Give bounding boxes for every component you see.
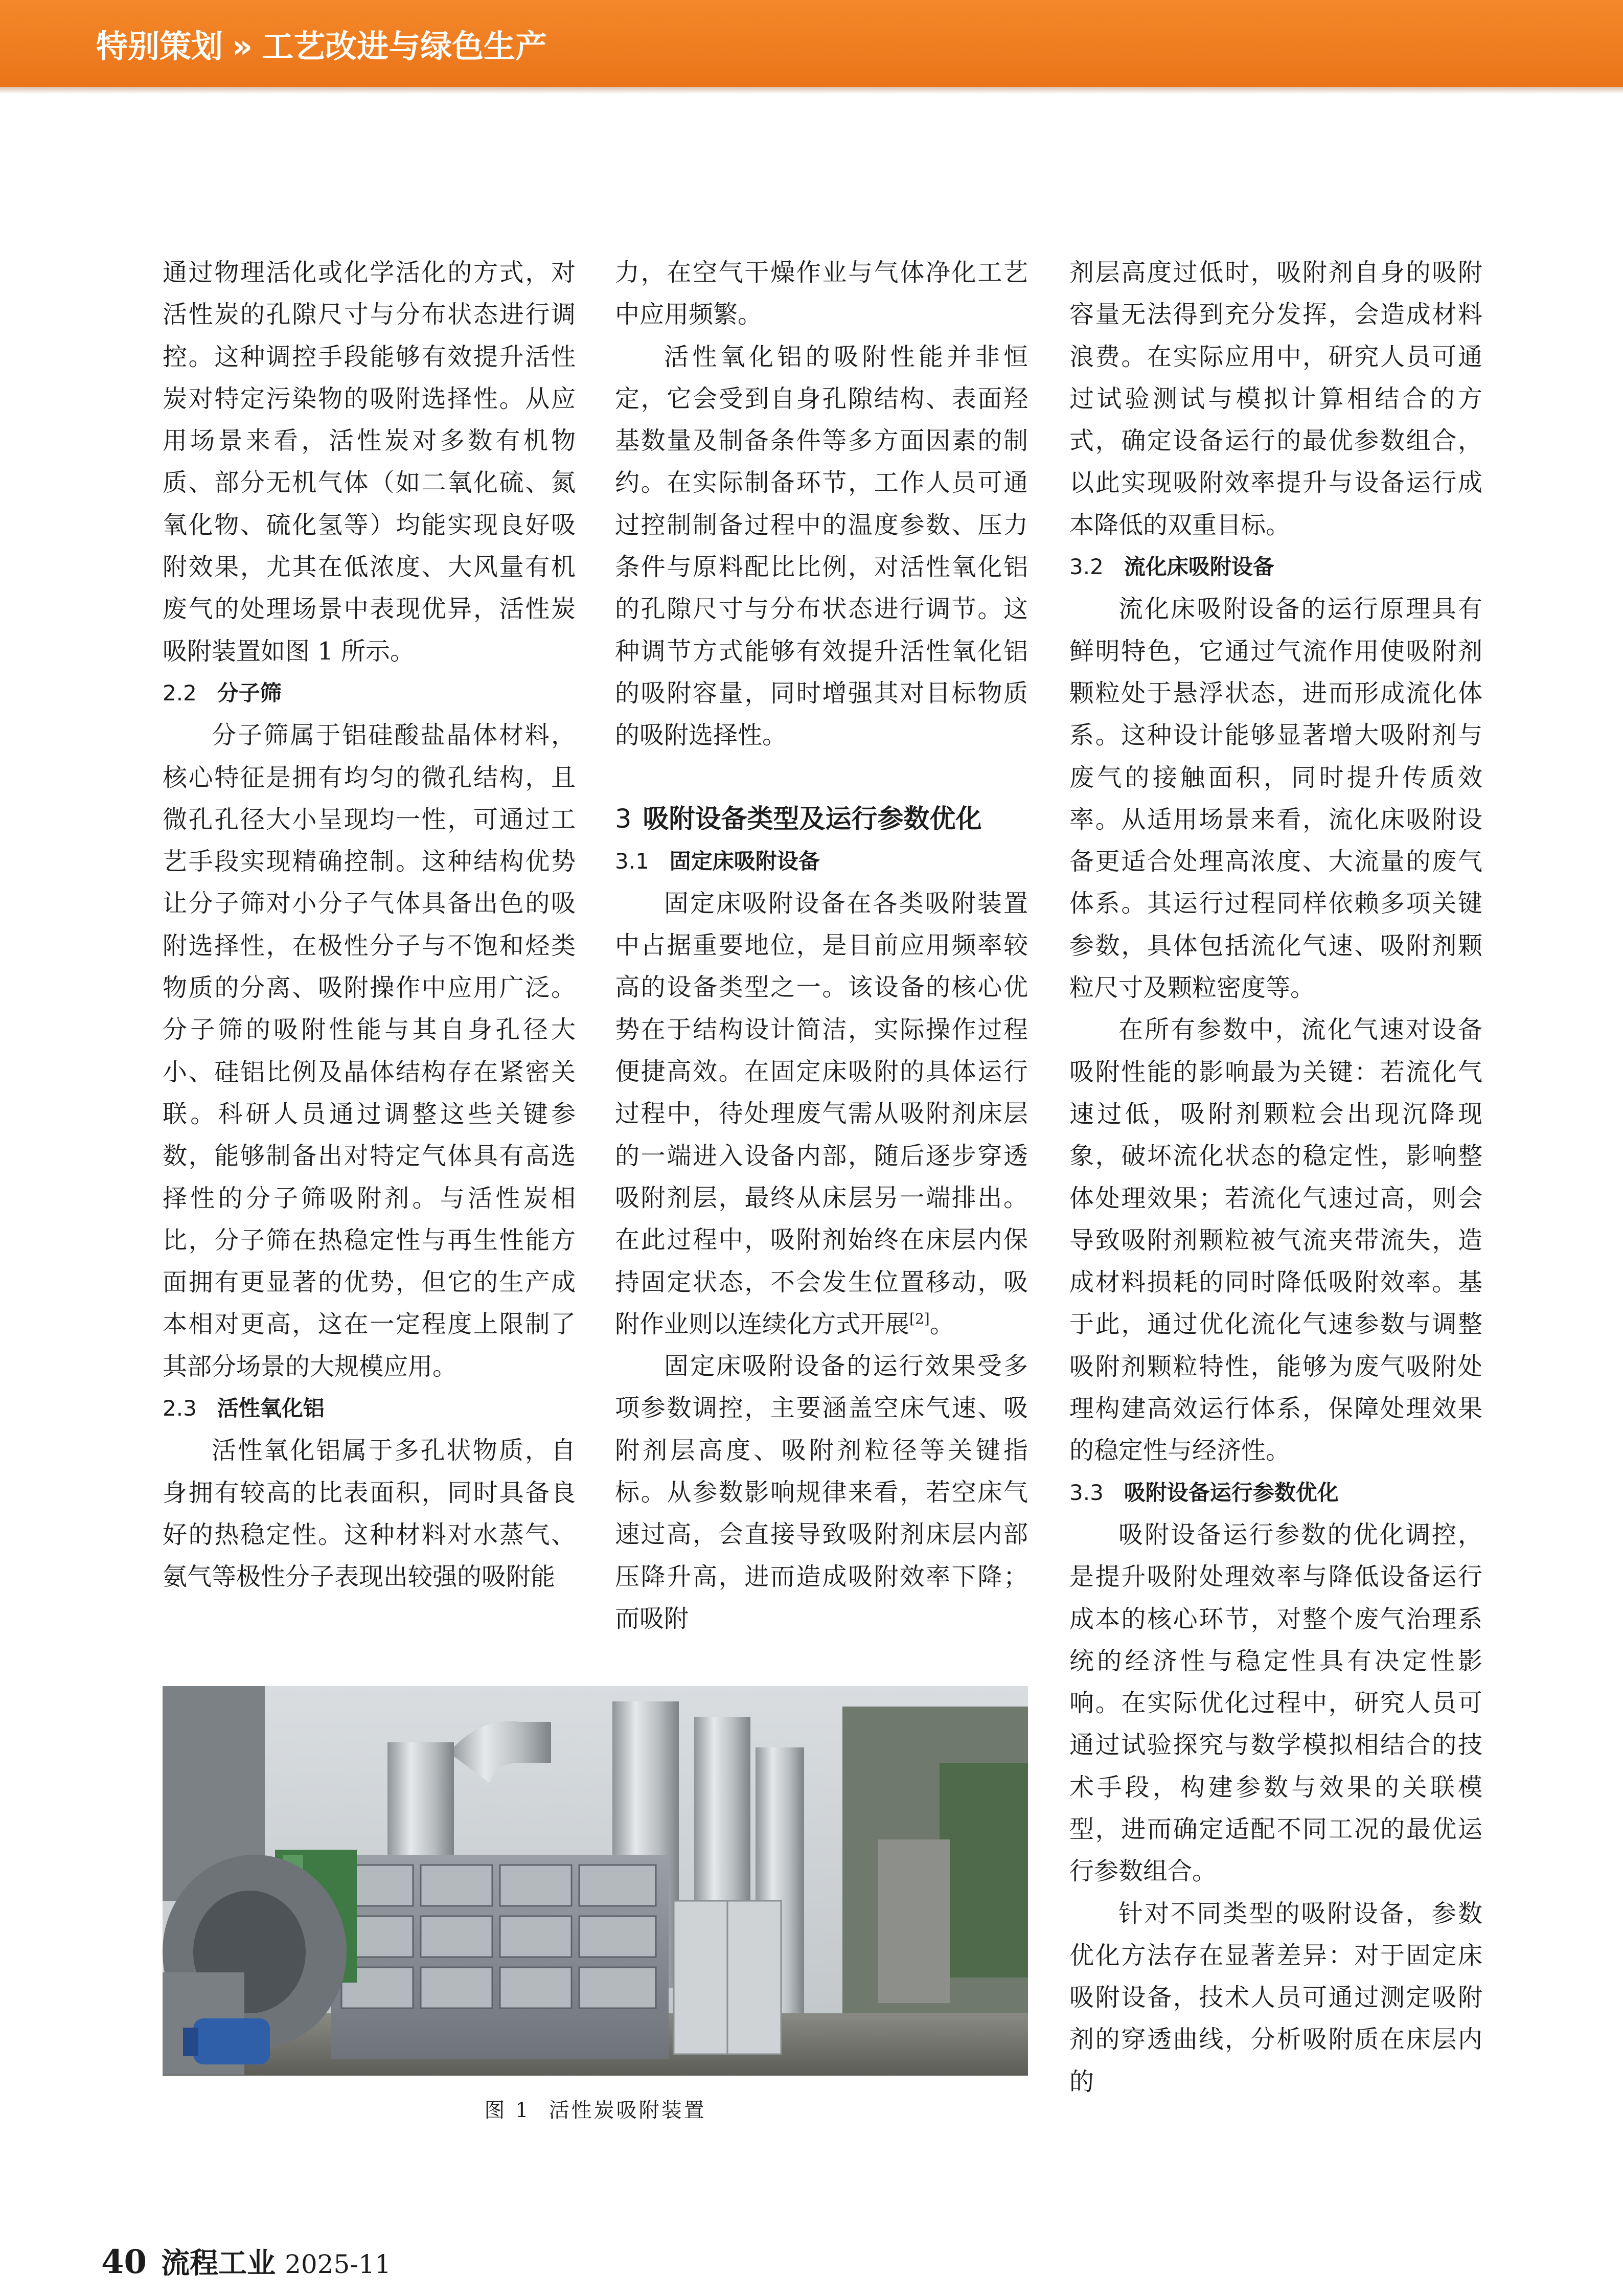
figure-caption-text: 活性炭吸附装置: [548, 2099, 706, 2122]
paragraph: 固定床吸附设备的运行效果受多项参数调控，主要涵盖空床气速、吸附剂层高度、吸附剂粒径等关键指标。从参数影响规律来看，若空床气速过高，会直接导致吸附剂床层内部压降升高，进而造成吸附效率下降；而吸附: [615, 1352, 1028, 1633]
section-title: 流化床吸附设备: [1124, 554, 1274, 580]
header-title: [96, 29, 547, 64]
section-heading-2-2: [163, 672, 576, 714]
paragraph-end: 。: [929, 1309, 954, 1338]
section-number: 3.3: [1069, 1480, 1104, 1505]
figure-caption: [163, 2095, 1028, 2126]
section-heading-3-2: [1069, 546, 1482, 588]
section-number: 3.2: [1069, 554, 1104, 580]
header-topic: 工艺改进与绿色生产: [262, 28, 547, 65]
page-number: 40: [101, 2243, 147, 2281]
paragraph: [615, 882, 1028, 1345]
page-footer: [101, 2241, 391, 2282]
issue-number: 2025-11: [285, 2249, 391, 2279]
paragraph: 分子筛属于铝硅酸盐晶体材料，核心特征是拥有均匀的微孔结构，且微孔孔径大小呈现均一性，可通过工艺手段实现精确控制。这种结构优势让分子筛对小分子气体具备出色的吸附选择性，在极性分子与不饱和烃类物质的分离、吸附操作中应用广泛。分子筛的吸附性能与其自身孔径大小、硅铝比例及晶体结构存在紧密关联。科研人员通过调整这些关键参数，能够制备出对特定气体具有高选择性的分子筛吸附剂。与活性炭相比，分子筛在热稳定性与再生性能方面拥有更显著的优势，但它的生产成本相对更高，这在一定程度上限制了其部分场景的大规模应用。: [163, 721, 576, 1381]
citation-ref[interactable]: [2]: [909, 1310, 930, 1327]
figure-number: 图 1: [484, 2099, 531, 2122]
section-number: 3.1: [615, 848, 649, 874]
figure-photo: [163, 1686, 1028, 2076]
journal-name: 流程工业: [161, 2246, 276, 2280]
section-heading-3-1: [615, 840, 1028, 882]
paragraph-text: 固定床吸附设备在各类吸附装置中占据重要地位，是目前应用频率较高的设备类型之一。该设备的核心优势在于结构设计简洁，实际操作过程便捷高效。在固定床吸附的具体运行过程中，待处理废气需从吸附剂床层的一端进入设备内部，随后逐步穿透吸附剂层，最终从床层另一端排出。在此过程中，吸附剂始终在床层内保持固定状态，不会发生位置移动，吸附作业则以连续化方式开展: [615, 889, 1028, 1338]
section-title: 固定床吸附设备: [669, 848, 820, 874]
paragraph: 针对不同类型的吸附设备，参数优化方法存在显著差异：对于固定床吸附设备，技术人员可通过测定吸附剂的穿透曲线，分析吸附质在床层内的: [1069, 1899, 1482, 2096]
paragraph: 活性氧化铝属于多孔状物质，自身拥有较高的比表面积，同时具备良好的热稳定性。这种材料对水蒸气、氨气等极性分子表现出较强的吸附能: [163, 1436, 576, 1592]
section-title: 吸附设备运行参数优化: [1124, 1480, 1339, 1505]
section-title: 分子筛: [217, 680, 282, 706]
section-heading-3-3: [1069, 1472, 1482, 1514]
column-2: [615, 252, 1028, 1640]
section-number: 2.2: [163, 680, 197, 706]
column-3: [1069, 252, 1482, 2103]
paragraph: 力，在空气干燥作业与气体净化工艺中应用频繁。: [615, 258, 1028, 329]
paragraph: 剂层高度过低时，吸附剂自身的吸附容量无法得到充分发挥，会造成材料浪费。在实际应用中，研究人员可通过试验测试与模拟计算相结合的方式，确定设备运行的最优参数组合，以此实现吸附效率提升与设备运行成本降低的双重目标。: [1069, 258, 1482, 539]
chapter-title: 吸附设备类型及运行参数优化: [643, 804, 982, 834]
section-heading-2-3: [163, 1388, 576, 1429]
header-shadow: [0, 87, 1623, 94]
paragraph: 流化床吸附设备的运行原理具有鲜明特色，它通过气流作用使吸附剂颗粒处于悬浮状态，进而形成流化体系。这种设计能够显著增大吸附剂与废气的接触面积，同时提升传质效率。从适用场景来看，流化床吸附设备更适合处理高浓度、大流量的废气体系。其运行过程同样依赖多项关键参数，具体包括流化气速、吸附剂颗粒尺寸及颗粒密度等。: [1069, 595, 1482, 1003]
adsorption-device-illustration: [163, 1686, 1028, 2076]
header-section: 特别策划: [96, 28, 223, 65]
paragraph: 通过物理活化或化学活化的方式，对活性炭的孔隙尺寸与分布状态进行调控。这种调控手段能够有效提升活性炭对特定污染物的吸附选择性。从应用场景来看，活性炭对多数有机物质、部分无机气体（如二氧化硫、氮氧化物、硫化氢等）均能实现良好吸附效果，尤其在低浓度、大风量有机废气的处理场景中表现优异，活性炭吸附装置如图 1 所示。: [163, 258, 576, 666]
column-1: [163, 252, 576, 1598]
paragraph: 吸附设备运行参数的优化调控，是提升吸附处理效率与降低设备运行成本的核心环节，对整个废气治理系统的经济性与稳定性具有决定性影响。在实际优化过程中，研究人员可通过试验探究与数学模拟相结合的技术手段，构建参数与效果的关联模型，进而确定适配不同工况的最优运行参数组合。: [1069, 1520, 1482, 1886]
section-title: 活性氧化铝: [217, 1396, 325, 1421]
paragraph: 在所有参数中，流化气速对设备吸附性能的影响最为关键：若流化气速过低，吸附剂颗粒会出现沉降现象，破坏流化状态的稳定性，影响整体处理效果；若流化气速过高，则会导致吸附剂颗粒被气流夹带流失，造成材料损耗的同时降低吸附效率。基于此，通过优化流化气速参数与调整吸附剂颗粒特性，能够为废气吸附处理构建高效运行体系，保障处理效果的稳定性与经济性。: [1069, 1015, 1482, 1465]
paragraph: 活性氧化铝的吸附性能并非恒定，它会受到自身孔隙结构、表面羟基数量及制备条件等多方面因素的制约。在实际制备环节，工作人员可通过控制制备过程中的温度参数、压力条件与原料配比比例，对活性氧化铝的孔隙尺寸与分布状态进行调节。这种调节方式能够有效提升活性氧化铝的吸附容量，同时增强其对目标物质的吸附选择性。: [615, 342, 1028, 750]
chapter-heading-3: [615, 799, 1028, 840]
header-separator: »: [232, 28, 253, 65]
section-number: 2.3: [163, 1396, 197, 1421]
chapter-number: 3: [615, 804, 632, 834]
